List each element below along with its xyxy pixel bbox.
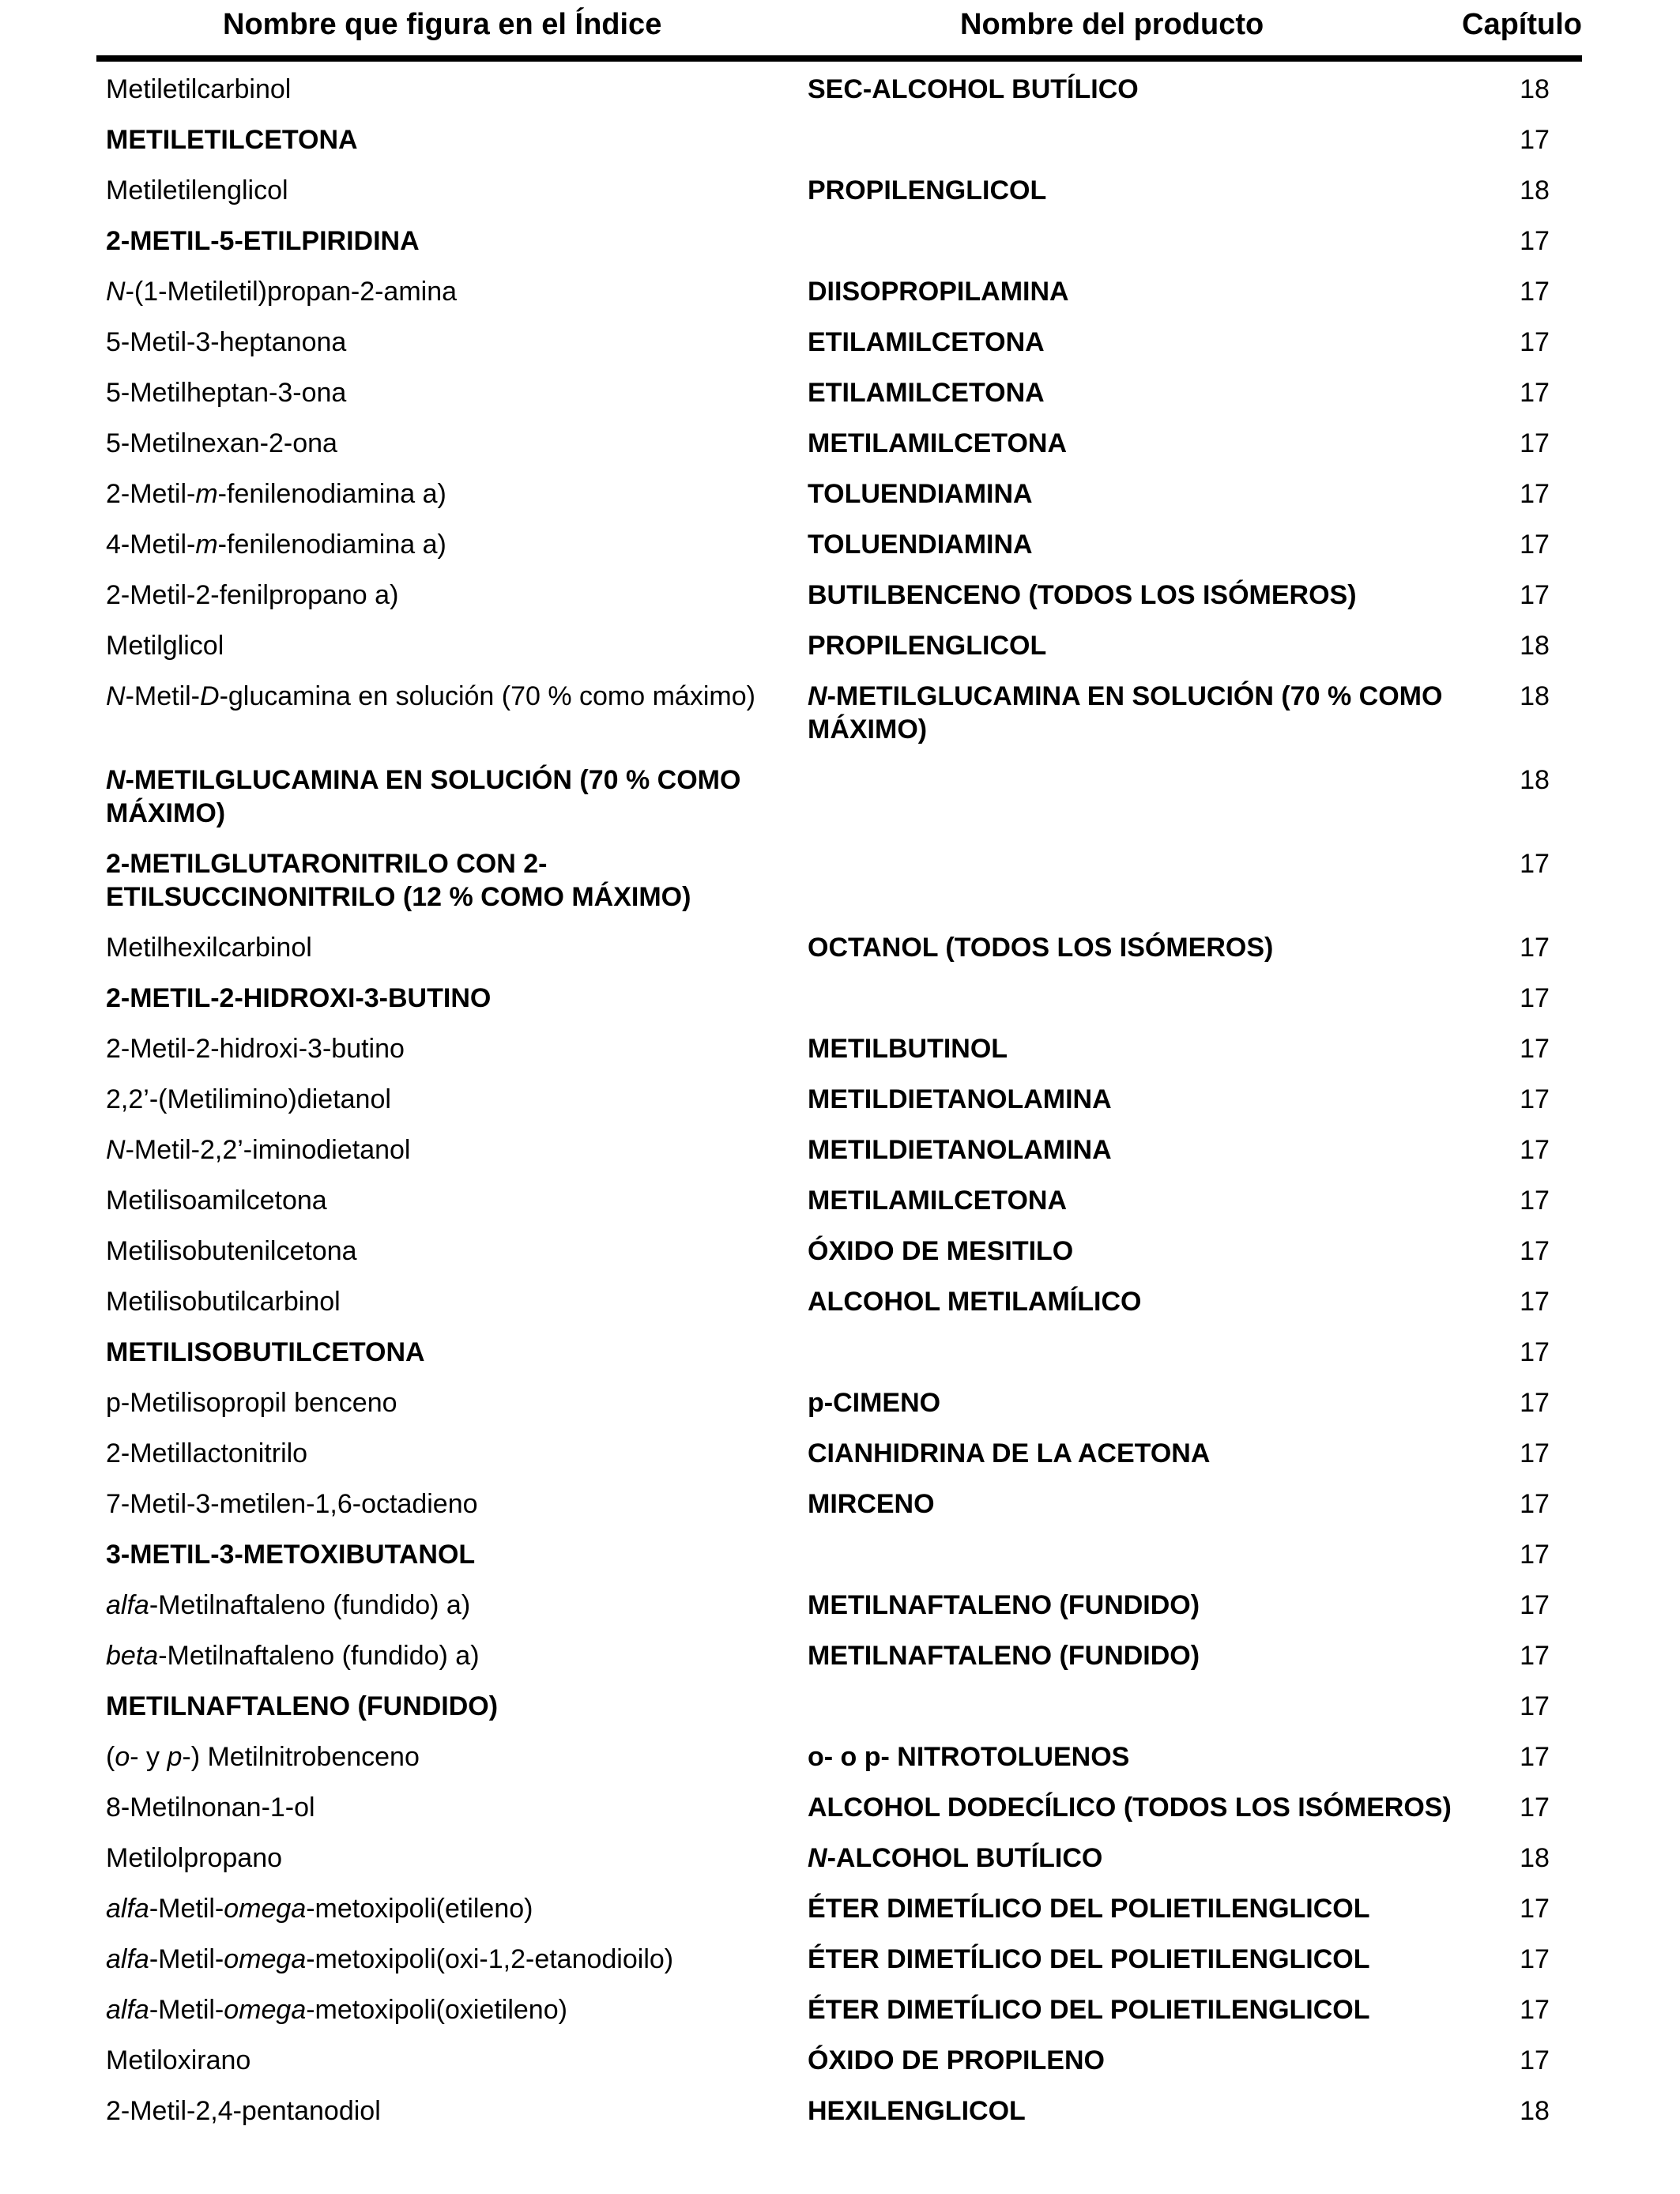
product-name-cell: HEXILENGLICOL <box>808 2096 1026 2126</box>
chapter-cell: 17 <box>1520 1489 1550 1519</box>
product-name-cell: N-METILGLUCAMINA EN SOLUCIÓN (70 % COMO MÁXIMO) <box>808 681 1443 745</box>
chapter-cell: 17 <box>1520 1236 1550 1266</box>
product-name-cell: METILAMILCETONA <box>808 1186 1068 1216</box>
chapter-cell: 17 <box>1520 378 1550 408</box>
chapter-cell: 17 <box>1520 1691 1550 1721</box>
table-row <box>96 1277 1582 1328</box>
chapter-cell: 17 <box>1520 1438 1550 1468</box>
index-name-cell: alfa-Metilnaftaleno (fundido) a) <box>106 1590 471 1620</box>
table-row <box>96 839 1582 923</box>
header-product-name: Nombre del producto <box>960 8 1264 41</box>
product-name-cell: METILNAFTALENO (FUNDIDO) <box>808 1641 1200 1671</box>
product-name-cell: METILDIETANOLAMINA <box>808 1084 1112 1114</box>
index-name-cell: Metilisobutenilcetona <box>106 1236 357 1266</box>
chapter-cell: 18 <box>1520 74 1550 104</box>
index-name-cell: 8-Metilnonan-1-ol <box>106 1793 315 1823</box>
product-name-cell: METILAMILCETONA <box>808 428 1068 458</box>
table-row <box>96 756 1582 839</box>
index-name-cell: N-METILGLUCAMINA EN SOLUCIÓN (70 % COMO MÁXIMO) <box>106 765 741 828</box>
table-row <box>96 368 1582 419</box>
table-row <box>96 267 1582 318</box>
product-name-cell: CIANHIDRINA DE LA ACETONA <box>808 1438 1211 1468</box>
index-table <box>96 0 1582 2137</box>
chapter-cell: 17 <box>1520 1337 1550 1367</box>
index-name-cell: 7-Metil-3-metilen-1,6-octadieno <box>106 1489 478 1519</box>
chapter-cell: 17 <box>1520 1084 1550 1114</box>
table-row <box>96 1378 1582 1429</box>
chapter-cell: 17 <box>1520 428 1550 458</box>
product-name-cell: ALCOHOL METILAMÍLICO <box>808 1287 1142 1317</box>
product-name-cell: OCTANOL (TODOS LOS ISÓMEROS) <box>808 933 1274 963</box>
index-name-cell: 3-METIL-3-METOXIBUTANOL <box>106 1540 476 1570</box>
chapter-cell: 17 <box>1520 226 1550 256</box>
product-name-cell: PROPILENGLICOL <box>808 631 1047 661</box>
index-name-cell: 2-METIL-2-HIDROXI-3-BUTINO <box>106 983 492 1013</box>
chapter-cell: 17 <box>1520 1590 1550 1620</box>
chapter-cell: 18 <box>1520 1843 1550 1873</box>
chapter-cell: 18 <box>1520 2096 1550 2126</box>
chapter-cell: 17 <box>1520 1894 1550 1924</box>
index-name-cell: 5-Metilnexan-2-ona <box>106 428 337 458</box>
index-name-cell: N-Metil-D-glucamina en solución (70 % como máximo) <box>106 681 755 711</box>
index-name-cell: 2-Metil-2,4-pentanodiol <box>106 2096 381 2126</box>
table-row <box>96 1024 1582 1075</box>
table-row <box>96 1631 1582 1682</box>
table-row <box>96 672 1582 756</box>
chapter-cell: 18 <box>1520 765 1550 795</box>
chapter-cell: 17 <box>1520 1793 1550 1823</box>
product-name-cell: TOLUENDIAMINA <box>808 530 1033 560</box>
table-row <box>96 1985 1582 2036</box>
index-name-cell: 2-Metil-m-fenilenodiamina a) <box>106 479 446 509</box>
chapter-cell: 17 <box>1520 1742 1550 1772</box>
index-name-cell: alfa-Metil-omega-metoxipoli(etileno) <box>106 1894 533 1924</box>
chapter-cell: 17 <box>1520 125 1550 155</box>
chapter-cell: 17 <box>1520 849 1550 879</box>
header-index-name: Nombre que figura en el Índice <box>223 8 662 41</box>
chapter-cell: 18 <box>1520 175 1550 205</box>
table-body <box>96 62 1582 2137</box>
product-name-cell: N-ALCOHOL BUTÍLICO <box>808 1843 1103 1873</box>
chapter-cell: 17 <box>1520 983 1550 1013</box>
product-name-cell: MIRCENO <box>808 1489 935 1519</box>
table-row <box>96 1530 1582 1581</box>
product-name-cell: METILDIETANOLAMINA <box>808 1135 1112 1165</box>
index-name-cell: p-Metilisopropil benceno <box>106 1388 397 1418</box>
product-name-cell: METILBUTINOL <box>808 1034 1008 1064</box>
table-row <box>96 2087 1582 2137</box>
chapter-cell: 17 <box>1520 580 1550 610</box>
index-name-cell: alfa-Metil-omega-metoxipoli(oxietileno) <box>106 1995 567 2025</box>
chapter-cell: 17 <box>1520 1641 1550 1671</box>
chapter-cell: 18 <box>1520 631 1550 661</box>
product-name-cell: ÓXIDO DE PROPILENO <box>808 2045 1105 2075</box>
chapter-cell: 17 <box>1520 327 1550 357</box>
product-name-cell: ETILAMILCETONA <box>808 327 1045 357</box>
index-name-cell: N-Metil-2,2’-iminodietanol <box>106 1135 411 1165</box>
chapter-cell: 17 <box>1520 1287 1550 1317</box>
product-name-cell: DIISOPROPILAMINA <box>808 277 1069 307</box>
index-name-cell: 2-METILGLUTARONITRILO CON 2-ETILSUCCINONITRILO (12 % COMO MÁXIMO) <box>106 849 691 912</box>
product-name-cell: o- o p- NITROTOLUENOS <box>808 1742 1130 1772</box>
table-row <box>96 1834 1582 1884</box>
table-row <box>96 1480 1582 1530</box>
table-row <box>96 1935 1582 1985</box>
table-row <box>96 1581 1582 1631</box>
index-name-cell: alfa-Metil-omega-metoxipoli(oxi-1,2-etanodioilo) <box>106 1944 674 1974</box>
chapter-cell: 18 <box>1520 681 1550 711</box>
table-row <box>96 1682 1582 1732</box>
table-row <box>96 1783 1582 1834</box>
product-name-cell: ÉTER DIMETÍLICO DEL POLIETILENGLICOL <box>808 1995 1370 2025</box>
product-name-cell: ÉTER DIMETÍLICO DEL POLIETILENGLICOL <box>808 1894 1370 1924</box>
chapter-cell: 17 <box>1520 1944 1550 1974</box>
index-name-cell: 2-METIL-5-ETILPIRIDINA <box>106 226 420 256</box>
table-row <box>96 419 1582 469</box>
table-row <box>96 65 1582 115</box>
table-row <box>96 621 1582 672</box>
product-name-cell: ALCOHOL DODECÍLICO (TODOS LOS ISÓMEROS) <box>808 1793 1452 1823</box>
index-name-cell: (o- y p-) Metilnitrobenceno <box>106 1742 420 1772</box>
table-row <box>96 1429 1582 1480</box>
index-name-cell: 2-Metillactonitrilo <box>106 1438 308 1468</box>
table-row <box>96 1176 1582 1227</box>
chapter-cell: 17 <box>1520 530 1550 560</box>
table-row <box>96 318 1582 368</box>
table-row <box>96 217 1582 267</box>
chapter-cell: 17 <box>1520 1186 1550 1216</box>
chapter-cell: 17 <box>1520 1995 1550 2025</box>
index-name-cell: METILNAFTALENO (FUNDIDO) <box>106 1691 499 1721</box>
table-row <box>96 1227 1582 1277</box>
index-name-cell: Metiloxirano <box>106 2045 251 2075</box>
product-name-cell: METILNAFTALENO (FUNDIDO) <box>808 1590 1200 1620</box>
index-name-cell: 4-Metil-m-fenilenodiamina a) <box>106 530 446 560</box>
table-row <box>96 115 1582 166</box>
chapter-cell: 17 <box>1520 1540 1550 1570</box>
table-row <box>96 520 1582 571</box>
chapter-cell: 17 <box>1520 1388 1550 1418</box>
table-row <box>96 1884 1582 1935</box>
table-row <box>96 469 1582 520</box>
index-name-cell: 2,2’-(Metilimino)dietanol <box>106 1084 391 1114</box>
product-name-cell: SEC-ALCOHOL BUTÍLICO <box>808 74 1139 104</box>
index-name-cell: Metilisoamilcetona <box>106 1186 327 1216</box>
index-name-cell: METILETILCETONA <box>106 125 358 155</box>
table-row <box>96 923 1582 974</box>
index-name-cell: Metiletilcarbinol <box>106 74 292 104</box>
chapter-cell: 17 <box>1520 1135 1550 1165</box>
table-row <box>96 1075 1582 1125</box>
index-name-cell: N-(1-Metiletil)propan-2-amina <box>106 277 458 307</box>
product-name-cell: PROPILENGLICOL <box>808 175 1047 205</box>
index-name-cell: 2-Metil-2-fenilpropano a) <box>106 580 399 610</box>
product-name-cell: BUTILBENCENO (TODOS LOS ISÓMEROS) <box>808 580 1357 610</box>
table-row <box>96 1328 1582 1378</box>
header-chapter: Capítulo <box>1462 8 1582 41</box>
chapter-cell: 17 <box>1520 277 1550 307</box>
table-header <box>96 0 1582 62</box>
product-name-cell: p-CIMENO <box>808 1388 941 1418</box>
chapter-cell: 17 <box>1520 933 1550 963</box>
table-row <box>96 974 1582 1024</box>
index-name-cell: beta-Metilnaftaleno (fundido) a) <box>106 1641 480 1671</box>
chapter-cell: 17 <box>1520 2045 1550 2075</box>
chapter-cell: 17 <box>1520 1034 1550 1064</box>
index-name-cell: 5-Metil-3-heptanona <box>106 327 347 357</box>
index-name-cell: METILISOBUTILCETONA <box>106 1337 425 1367</box>
table-row <box>96 2036 1582 2087</box>
table-row <box>96 166 1582 217</box>
product-name-cell: ETILAMILCETONA <box>808 378 1045 408</box>
product-name-cell: TOLUENDIAMINA <box>808 479 1033 509</box>
product-name-cell: ÉTER DIMETÍLICO DEL POLIETILENGLICOL <box>808 1944 1370 1974</box>
table-row <box>96 1732 1582 1783</box>
index-name-cell: Metilglicol <box>106 631 224 661</box>
index-name-cell: Metiletilenglicol <box>106 175 288 205</box>
index-name-cell: Metilolpropano <box>106 1843 283 1873</box>
index-name-cell: Metilisobutilcarbinol <box>106 1287 341 1317</box>
chapter-cell: 17 <box>1520 479 1550 509</box>
table-row <box>96 1125 1582 1176</box>
index-name-cell: 5-Metilheptan-3-ona <box>106 378 347 408</box>
index-name-cell: Metilhexilcarbinol <box>106 933 312 963</box>
product-name-cell: ÓXIDO DE MESITILO <box>808 1236 1074 1266</box>
table-row <box>96 571 1582 621</box>
index-name-cell: 2-Metil-2-hidroxi-3-butino <box>106 1034 405 1064</box>
